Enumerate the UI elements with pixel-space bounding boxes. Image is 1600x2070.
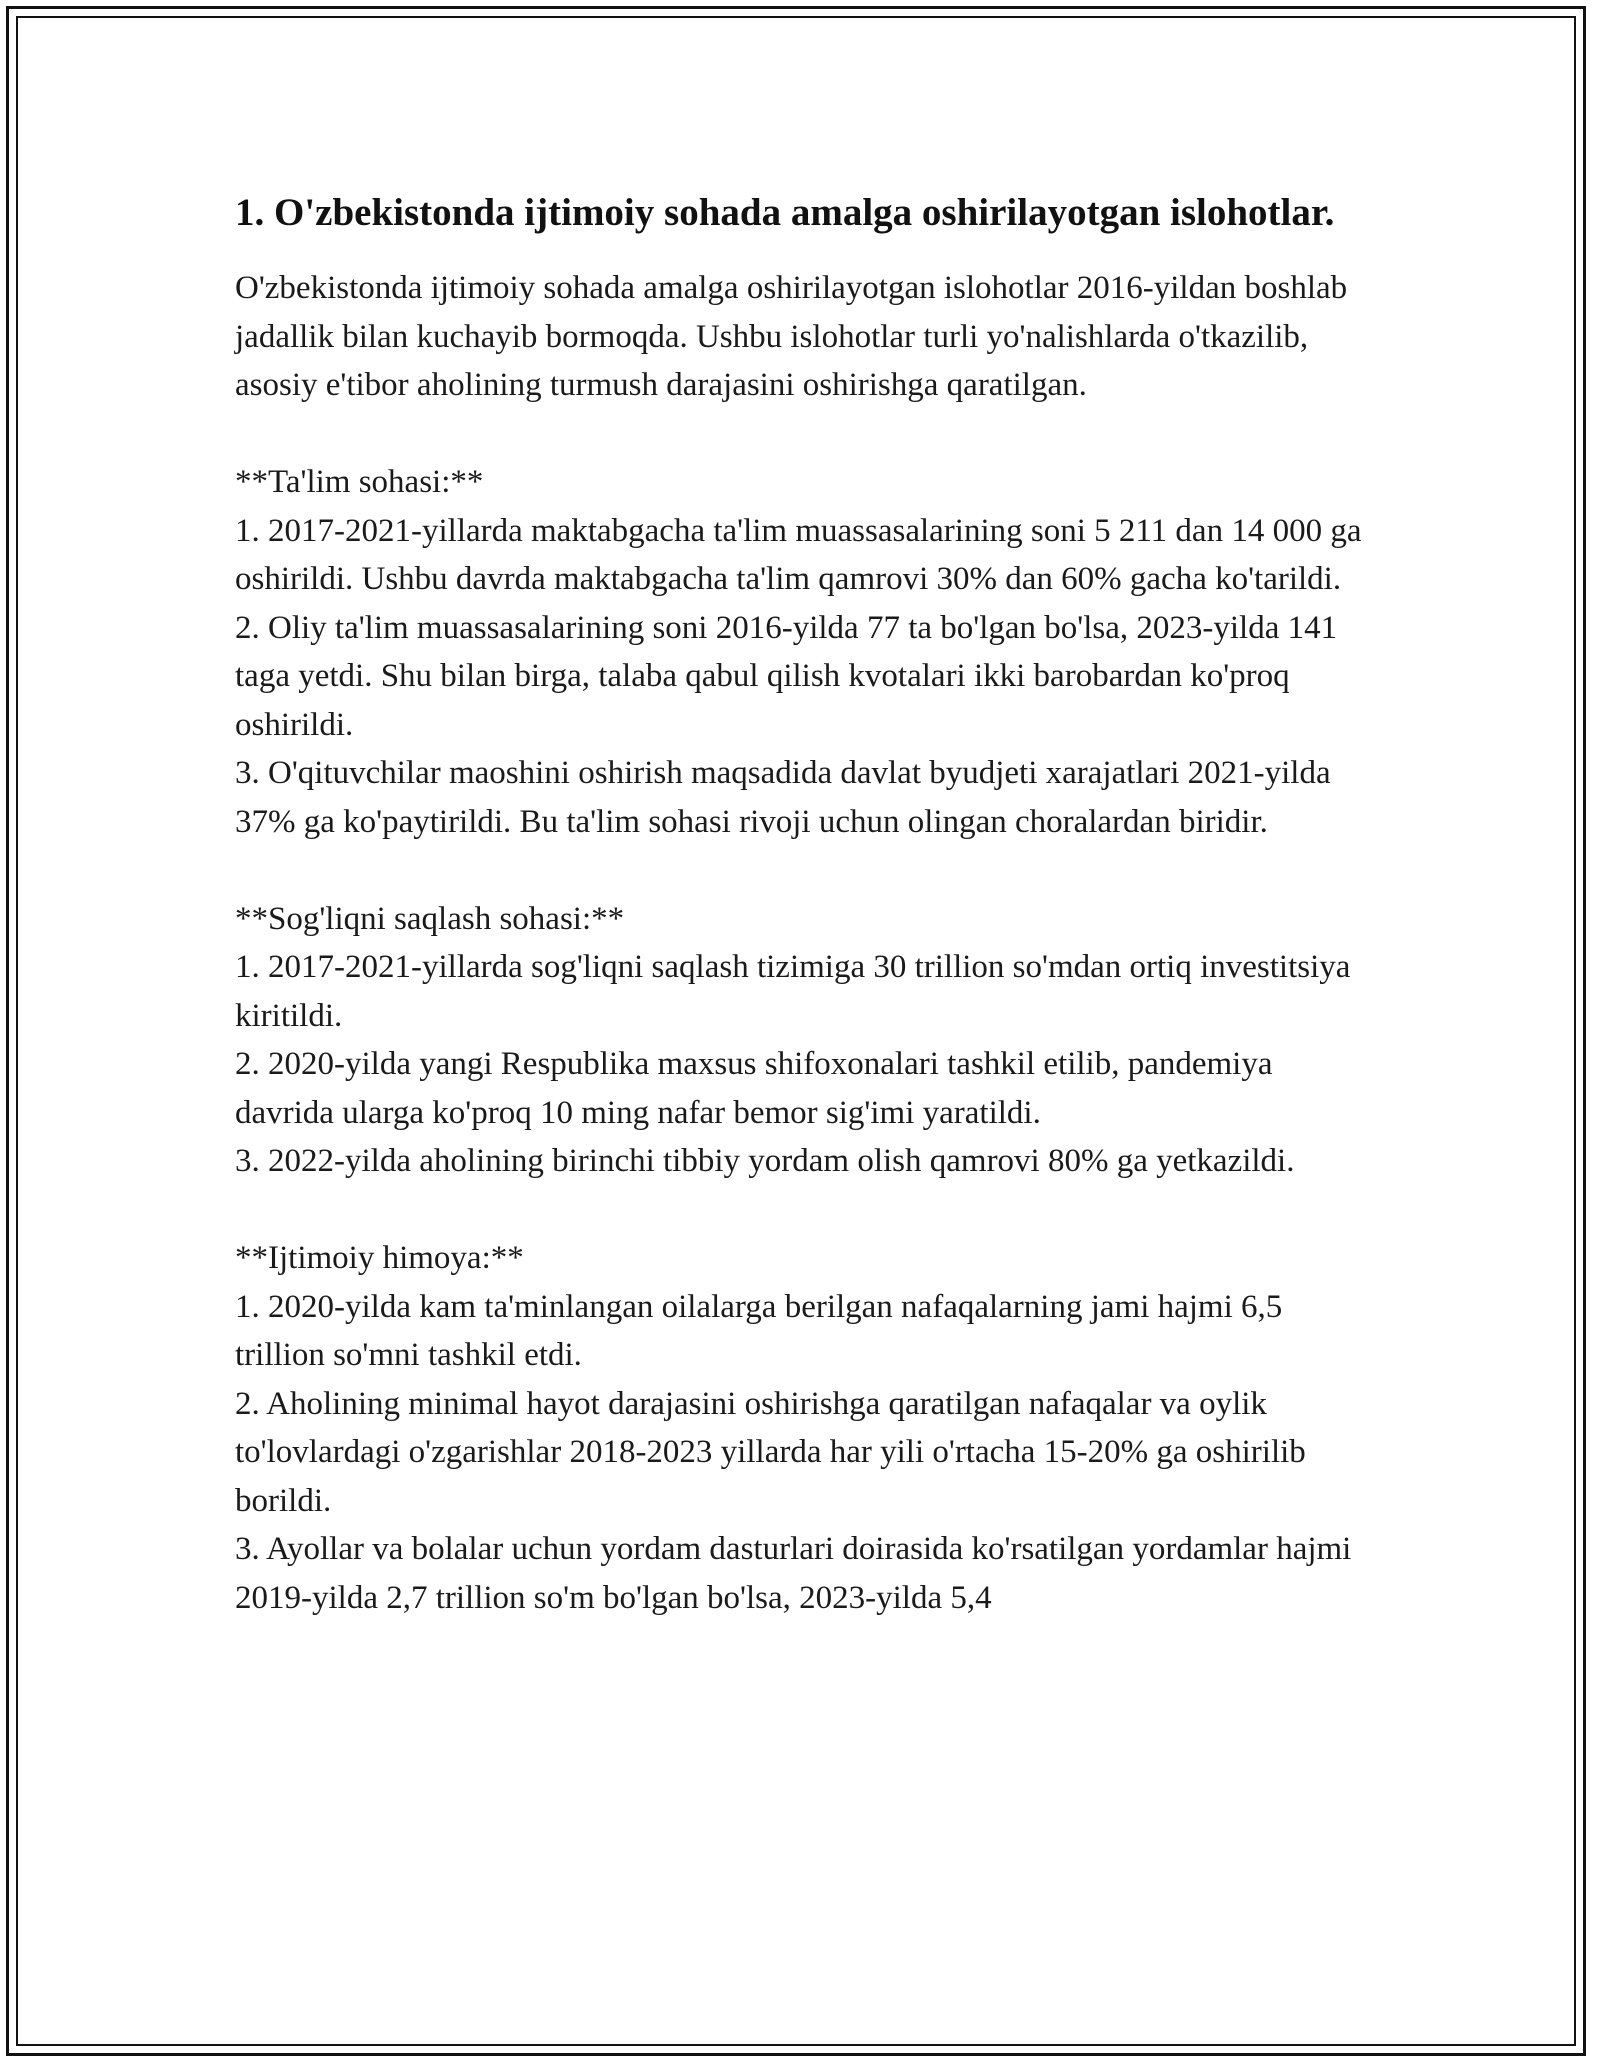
list-item: 2. Oliy ta'lim muassasalarining soni 2016-yilda 77 ta bo'lgan bo'lsa, 2023-yilda 141 taga yetdi. Shu bilan birga, talaba qabul qilish kvotalari ikki barobardan ko'proq oshirildi. bbox=[235, 609, 1338, 743]
list-item: 3. 2022-yilda aholining birinchi tibbiy yordam olish qamrovi 80% ga yetkazildi. bbox=[235, 1143, 1295, 1179]
document-page bbox=[235, 185, 1375, 1622]
list-item: 3. O'qituvchilar maoshini oshirish maqsadida davlat byudjeti xarajatlari 2021-yilda 37% ga ko'paytirildi. Bu ta'lim sohasi rivoji uchun olingan choralardan biridir. bbox=[235, 755, 1331, 840]
list-item: 3. Ayollar va bolalar uchun yordam dasturlari doirasida ko'rsatilgan yordamlar hajmi 2019-yilda 2,7 trillion so'm bo'lgan bo'lsa, 2023-yilda 5,4 bbox=[235, 1531, 1352, 1616]
list-item: 1. 2020-yilda kam ta'minlangan oilalarga berilgan nafaqalarning jami hajmi 6,5 trillion so'mni tashkil etdi. bbox=[235, 1288, 1283, 1373]
list-item: 2. Aholining minimal hayot darajasini oshirishga qaratilgan nafaqalar va oylik to'lovlardagi o'zgarishlar 2018-2023 yillarda har yili o'rtacha 15-20% ga oshirilib borildi. bbox=[235, 1385, 1306, 1519]
document-title: 1. O'zbekistonda ijtimoiy sohada amalga oshirilayotgan islohotlar. bbox=[235, 191, 1335, 234]
list-item: 1. 2017-2021-yillarda sog'liqni saqlash tizimiga 30 trillion so'mdan ortiq investitsiya kiritildi. bbox=[235, 949, 1351, 1034]
document-body bbox=[235, 264, 1375, 1622]
list-item: 2. 2020-yilda yangi Respublika maxsus shifoxonalari tashkil etilib, pandemiya davrida ularga ko'proq 10 ming nafar bemor sig'imi yaratildi. bbox=[235, 1046, 1273, 1131]
section-heading: **Ijtimoiy himoya:** bbox=[235, 1240, 524, 1276]
section-talim bbox=[235, 458, 1375, 846]
section-heading: **Sog'liqni saqlash sohasi:** bbox=[235, 900, 625, 937]
list-item: 1. 2017-2021-yillarda maktabgacha ta'lim muassasalarining soni 5 211 dan 14 000 ga oshirildi. Ushbu davrda maktabgacha ta'lim qamrovi 30% dan 60% gacha ko'tarildi. bbox=[235, 512, 1362, 597]
section-ijtimoiy-himoya bbox=[235, 1234, 1375, 1622]
section-sogliqni-saqlash bbox=[235, 895, 1375, 1186]
section-heading: **Ta'lim sohasi:** bbox=[235, 464, 484, 500]
intro-paragraph: O'zbekistonda ijtimoiy sohada amalga oshirilayotgan islohotlar 2016-yildan boshlab jadallik bilan kuchayib bormoqda. Ushbu islohotlar turli yo'nalishlarda o'tkazilib, asosiy e'tibor aholining turmush darajasini oshirishga qaratilgan. bbox=[235, 270, 1348, 403]
